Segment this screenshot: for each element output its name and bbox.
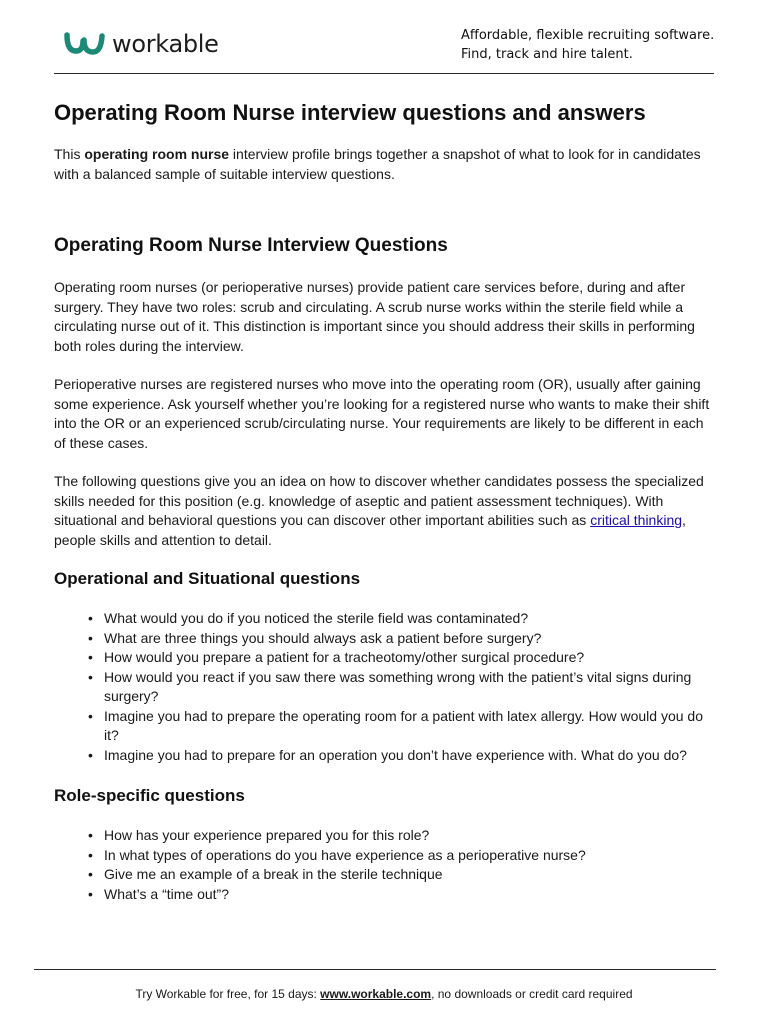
list-item: • What would you do if you noticed the sterile field was contaminated? bbox=[54, 609, 714, 629]
intro-paragraph bbox=[54, 145, 714, 184]
page-footer bbox=[0, 986, 768, 1002]
footer-text-end: , no downloads or credit card required bbox=[431, 987, 633, 1001]
operational-heading: Operational and Situational questions bbox=[54, 569, 361, 588]
logo-wordmark: workable bbox=[112, 30, 219, 58]
list-item: • How has your experience prepared you for this role? bbox=[54, 826, 714, 846]
skills-text-end: , people skills and attention to detail. bbox=[54, 512, 686, 548]
paragraph-perioperative: Perioperative nurses are registered nurses who move into the operating room (OR), usually after gaining some experience. Ask yourself whether you’re looking for a registered nurse who wants to make their shift into the OR or an experienced scrub/circulating nurse. Your requirements are likely to be different in each of these cases. bbox=[54, 376, 710, 451]
list-item: • How would you prepare a patient for a tracheotomy/other surgical procedure? bbox=[54, 648, 714, 668]
role-specific-question-list bbox=[54, 826, 714, 904]
tagline-line-2: Find, track and hire talent. bbox=[461, 47, 633, 62]
intro-bold-role: operating room nurse bbox=[84, 146, 230, 162]
intro-text-end: interview profile brings together a snapshot of what to look for in candidates with a balanced sample of suitable interview questions. bbox=[54, 146, 701, 182]
operational-question-list bbox=[54, 609, 714, 765]
workable-mark-icon bbox=[64, 29, 106, 59]
document-body bbox=[54, 98, 714, 904]
list-item: • What are three things you should always ask a patient before surgery? bbox=[54, 629, 714, 649]
page-header bbox=[0, 0, 768, 74]
critical-thinking-link[interactable]: critical thinking bbox=[590, 512, 683, 528]
section-heading: Operating Room Nurse Interview Questions bbox=[54, 235, 448, 256]
list-item: • Imagine you had to prepare the operating room for a patient with latex allergy. How would you do it? bbox=[54, 707, 714, 746]
list-item: • Give me an example of a break in the sterile technique bbox=[54, 865, 714, 885]
header-divider bbox=[54, 73, 714, 74]
paragraph-roles: Operating room nurses (or perioperative nurses) provide patient care services before, during and after surgery. They have two roles: scrub and circulating. A scrub nurse works within the sterile field while a circulating nurse out of it. This distinction is important since you should address their skills in performing both roles during the interview. bbox=[54, 279, 695, 354]
intro-text-start: This bbox=[54, 146, 85, 162]
header-tagline bbox=[461, 26, 714, 64]
skills-text-start: The following questions give you an idea on how to discover whether candidates possess the specialized skills needed for this position (e.g. knowledge of aseptic and patient assessment techniques). With situational and behavioral questions you can discover other important abilities such as bbox=[54, 473, 704, 528]
list-item: • Imagine you had to prepare for an operation you don’t have experience with. What do you do? bbox=[54, 746, 714, 766]
footer-workable-link[interactable]: www.workable.com bbox=[320, 987, 432, 1001]
page-title: Operating Room Nurse interview questions and answers bbox=[54, 100, 646, 125]
list-item: • In what types of operations do you have experience as a perioperative nurse? bbox=[54, 846, 714, 866]
workable-logo[interactable] bbox=[64, 29, 219, 59]
footer-text-start: Try Workable for free, for 15 days: bbox=[135, 987, 321, 1001]
footer-divider bbox=[34, 969, 716, 970]
role-specific-heading: Role-specific questions bbox=[54, 786, 245, 805]
list-item: • How would you react if you saw there was something wrong with the patient’s vital signs during surgery? bbox=[54, 668, 714, 707]
list-item: • What’s a “time out”? bbox=[54, 885, 714, 905]
tagline-line-1: Affordable, flexible recruiting software. bbox=[461, 28, 715, 43]
paragraph-skills bbox=[54, 472, 714, 550]
